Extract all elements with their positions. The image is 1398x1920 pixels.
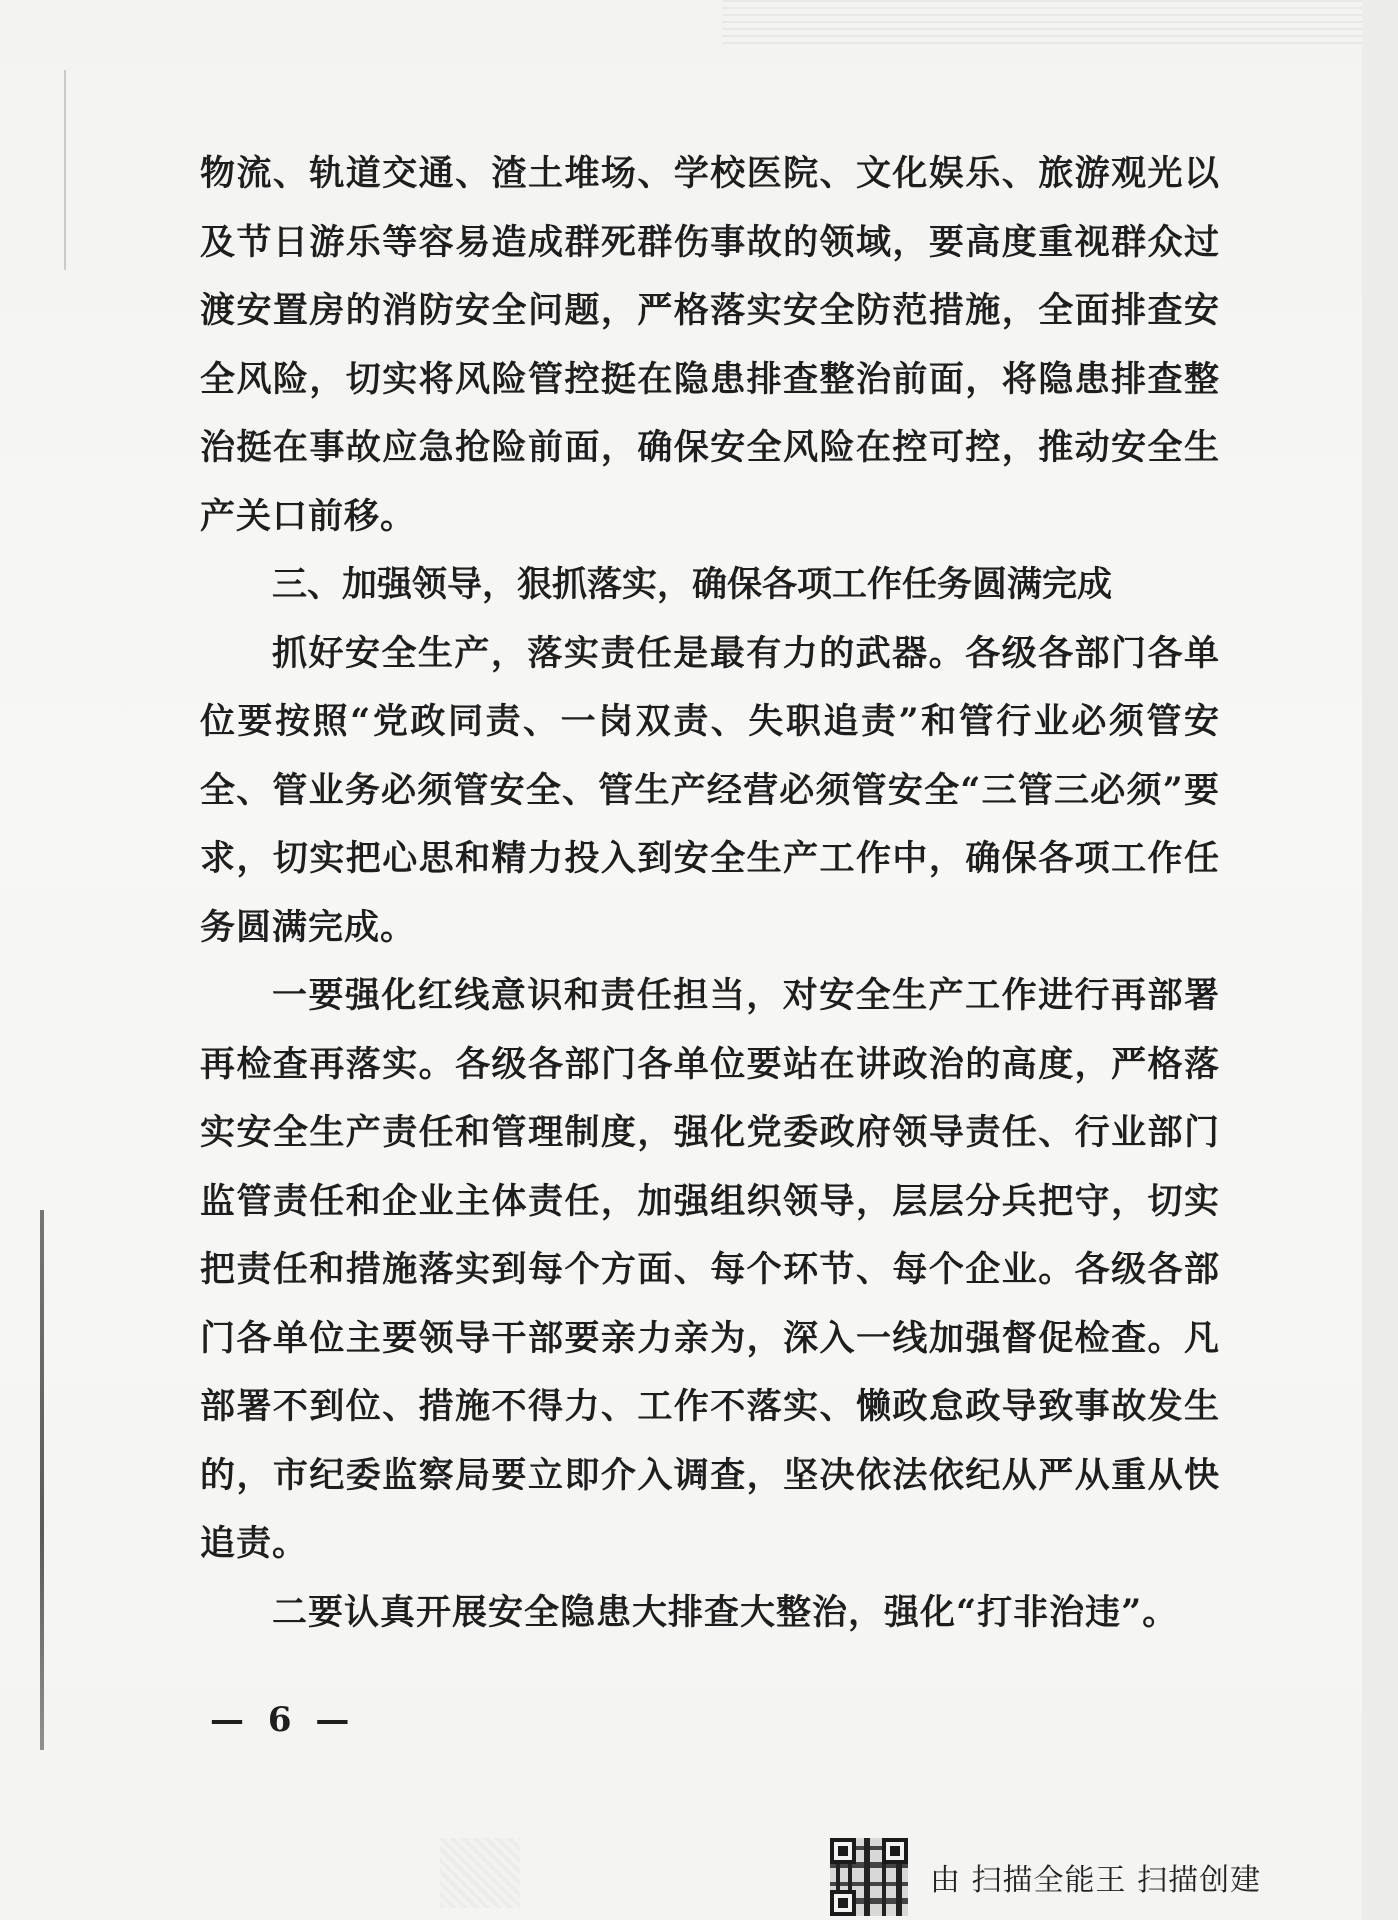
page-number: — 6 — (210, 1700, 356, 1740)
paragraph-continuation: 物流、轨道交通、渣土堆场、学校医院、文化娱乐、旅游观光以及节日游乐等容易造成群死群伤事故的领域，要高度重视群众过渡安置房的消防安全问题，严格落实安全防范措施，全面排查安全风险，切实将风险管控挺在隐患排查整治前面，将隐患排查整治挺在事故应急抢险前面，确保安全风险在控可控，推动安全生产关口前移。 (200, 153, 1220, 537)
paragraph-responsibility: 抓好安全生产，落实责任是最有力的武器。各级各部门各单位要按照“党政同责、一岗双责、失职追责”和管行业必须管安全、管业务必须管安全、管生产经营必须管安全“三管三必须”要求，切实把心思和精力投入到安全生产工作中，确保各项工作任务圆满完成。 (200, 632, 1220, 948)
paragraph-redline-awareness: 一要强化红线意识和责任担当，对安全生产工作进行再部署再检查再落实。各级各部门各单位要站在讲政治的高度，严格落实安全生产责任和管理制度，强化党委政府领导责任、行业部门监管责任和企业主体责任，加强组织领导，层层分兵把守，切实把责任和措施落实到每个方面、每个环节、每个企业。各级各部门各单位主要领导干部要亲力亲为，深入一线加强督促检查。凡部署不到位、措施不得力、工作不落实、懒政怠政导致事故发生的，市纪委监察局要立即介入调查，坚决依法依纪从严从重从快追责。 (200, 975, 1220, 1564)
qr-code-icon (830, 1838, 908, 1916)
document-body (200, 140, 1220, 1647)
watermark-text: 由 扫描全能王 扫描创建 (930, 1863, 1262, 1898)
scan-artifact-stripes (722, 0, 1362, 48)
scan-edge-mark (40, 1210, 44, 1750)
bleed-through-qr (440, 1838, 520, 1908)
scan-edge-strip (1362, 0, 1398, 1920)
scan-edge-mark-top (64, 70, 66, 270)
scanner-watermark (830, 1838, 1261, 1916)
paragraph-hazard-inspection: 二要认真开展安全隐患大排查大整治，强化“打非治违”。 (272, 1591, 1179, 1633)
section-heading-3: 三、加强领导，狠抓落实，确保各项工作任务圆满完成 (272, 564, 1113, 605)
